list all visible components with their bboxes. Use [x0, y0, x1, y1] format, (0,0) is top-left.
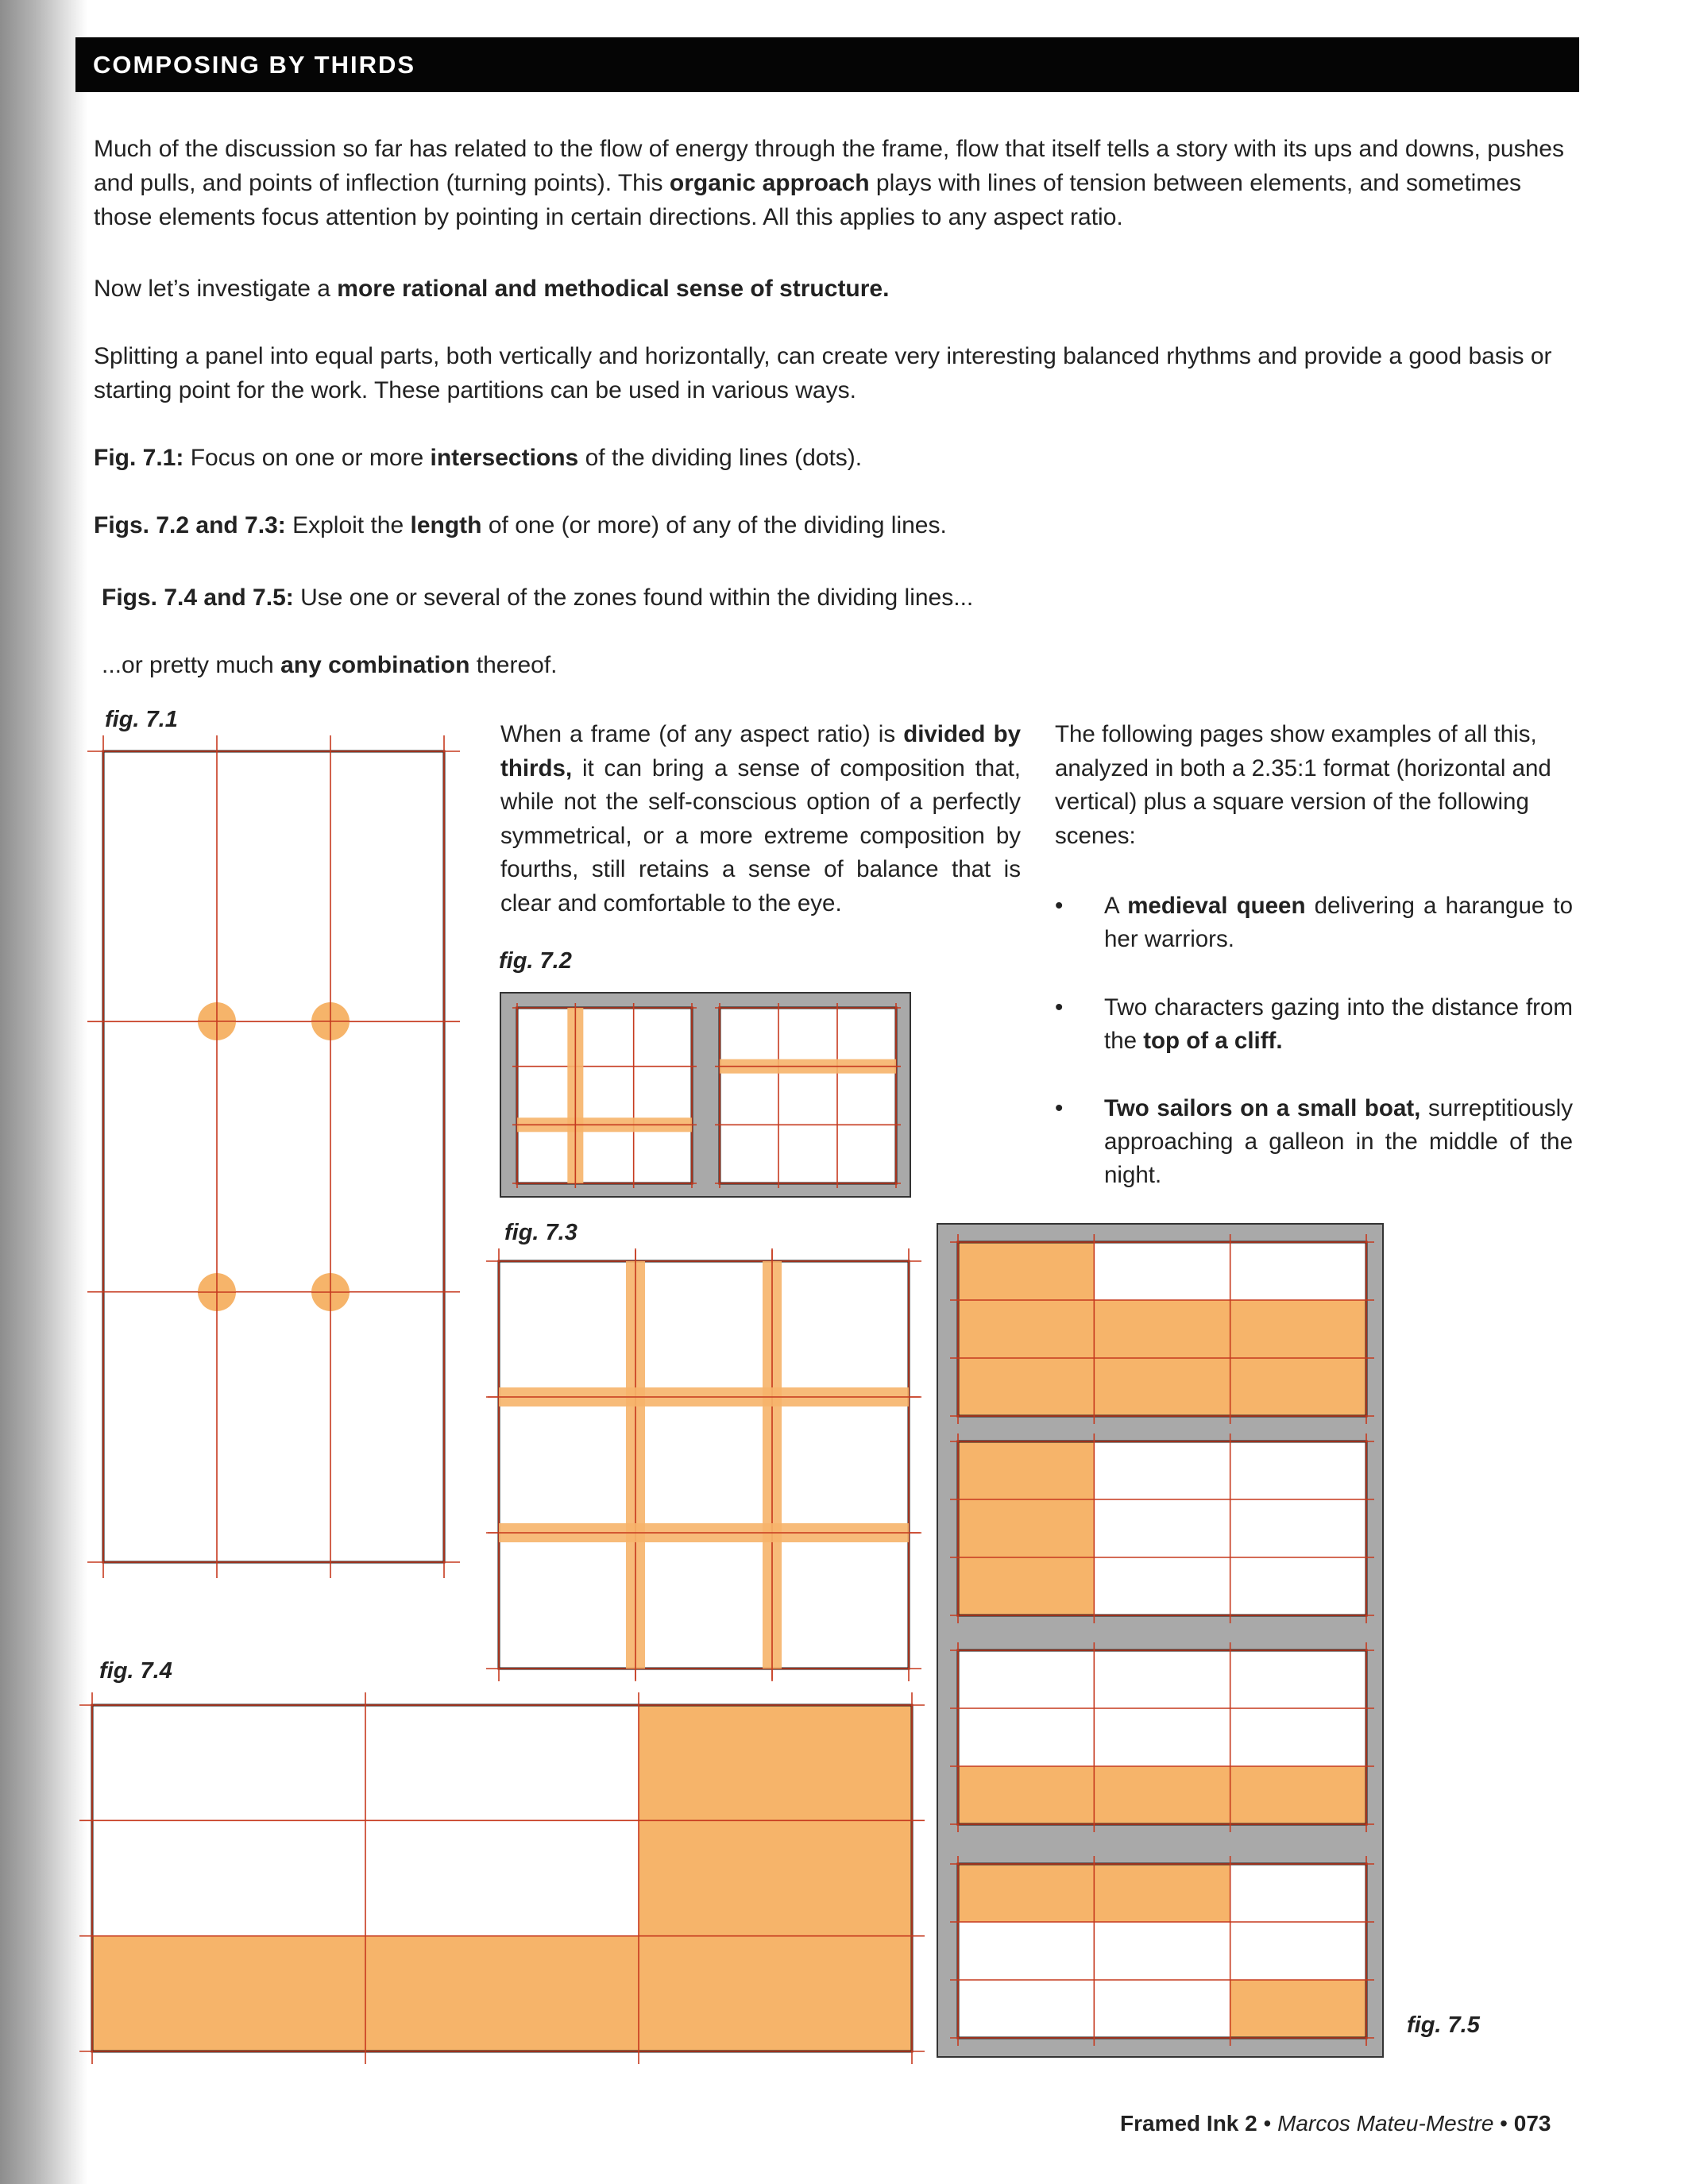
fig74-zone-filled — [365, 1936, 639, 2052]
fig75-panel-zone-filled — [1094, 1358, 1230, 1417]
fig75-panel-zone-filled — [958, 1358, 1095, 1417]
intro-paragraph-2: Now let’s investigate a more rational and methodical sense of structure. — [94, 276, 890, 302]
fig74-zone-filled — [639, 1820, 913, 1936]
fig72-right-frame-bg — [720, 1008, 896, 1183]
fig75-panel-zone-filled — [1230, 1766, 1367, 1825]
fig75-panel-zone-filled — [958, 1864, 1095, 1923]
fig74-label: fig. 7.4 — [99, 1658, 172, 1684]
thirds-explanation: When a frame (of any aspect ratio) is divided by thirds, it can bring a sense of composition that, while not the self-conscious option of a perfectly symmetrical, or a more extreme composition by fourths, still retains a sense of balance that is clear and comfortable to the eye. — [500, 721, 1021, 916]
following-pages-intro: The following pages show examples of all this, analyzed in both a 2.35:1 format (horizontal and vertical) plus a square version of the following scenes: — [1055, 721, 1551, 849]
fig72-label: fig. 7.2 — [499, 948, 572, 974]
fig72-left-frame-bg — [517, 1008, 692, 1183]
fig74-zone-filled — [639, 1705, 913, 1821]
fig71-description: Fig. 7.1: Focus on one or more intersections of the dividing lines (dots). — [94, 445, 863, 471]
fig75-panel-zone-filled — [1094, 1864, 1230, 1923]
page-footer: Framed Ink 2 • Marcos Mateu-Mestre • 073 — [1120, 2111, 1551, 2136]
intro-paragraph-3: Splitting a panel into equal parts, both vertically and horizontally, can create very interesting balanced rhythms and provide a good basis or starting point for the work. These partitions can be used in various ways. — [94, 343, 1552, 403]
fig71-label: fig. 7.1 — [105, 707, 178, 732]
fig75-panel-zone-filled — [1094, 1766, 1230, 1825]
fig75-panel-zone-filled — [1094, 1300, 1230, 1359]
fig74-75-description: Figs. 7.4 and 7.5: Use one or several of the zones found within the dividing lines... — [102, 585, 974, 611]
fig73-label: fig. 7.3 — [504, 1220, 577, 1245]
section-title: COMPOSING BY THIRDS — [93, 51, 416, 79]
fig75-panel-zone-filled — [958, 1242, 1095, 1301]
combination-note: ...or pretty much any combination thereof. — [102, 652, 558, 678]
fig75-panel-zone-filled — [1230, 1980, 1367, 2039]
fig74-zone-filled — [92, 1936, 366, 2052]
fig72-73-description: Figs. 7.2 and 7.3: Exploit the length of one (or more) of any of the dividing lines. — [94, 512, 947, 538]
fig71-frame-bg — [103, 751, 444, 1562]
fig75-panel-zone-filled — [958, 1300, 1095, 1359]
fig75-panel-zone-filled — [958, 1441, 1095, 1500]
fig75-panel-zone-filled — [958, 1766, 1095, 1825]
fig75-label: fig. 7.5 — [1407, 2012, 1480, 2038]
fig75-panel-zone-filled — [1230, 1358, 1367, 1417]
fig75-panel-zone-filled — [958, 1499, 1095, 1558]
fig75-panel-zone-filled — [1230, 1300, 1367, 1359]
fig73-frame-bg — [499, 1261, 909, 1669]
fig75-panel-zone-filled — [958, 1557, 1095, 1616]
fig74-zone-filled — [639, 1936, 913, 2052]
intro-paragraph-1: Much of the discussion so far has related to the flow of energy through the frame, flow that itself tells a story with its ups and downs, pushes and pulls, and points of inflection (turning points). This organic approach plays with lines of tension between elements, and sometimes those elements focus attention by pointing in certain directions. All this applies to any aspect ratio. — [94, 136, 1564, 230]
